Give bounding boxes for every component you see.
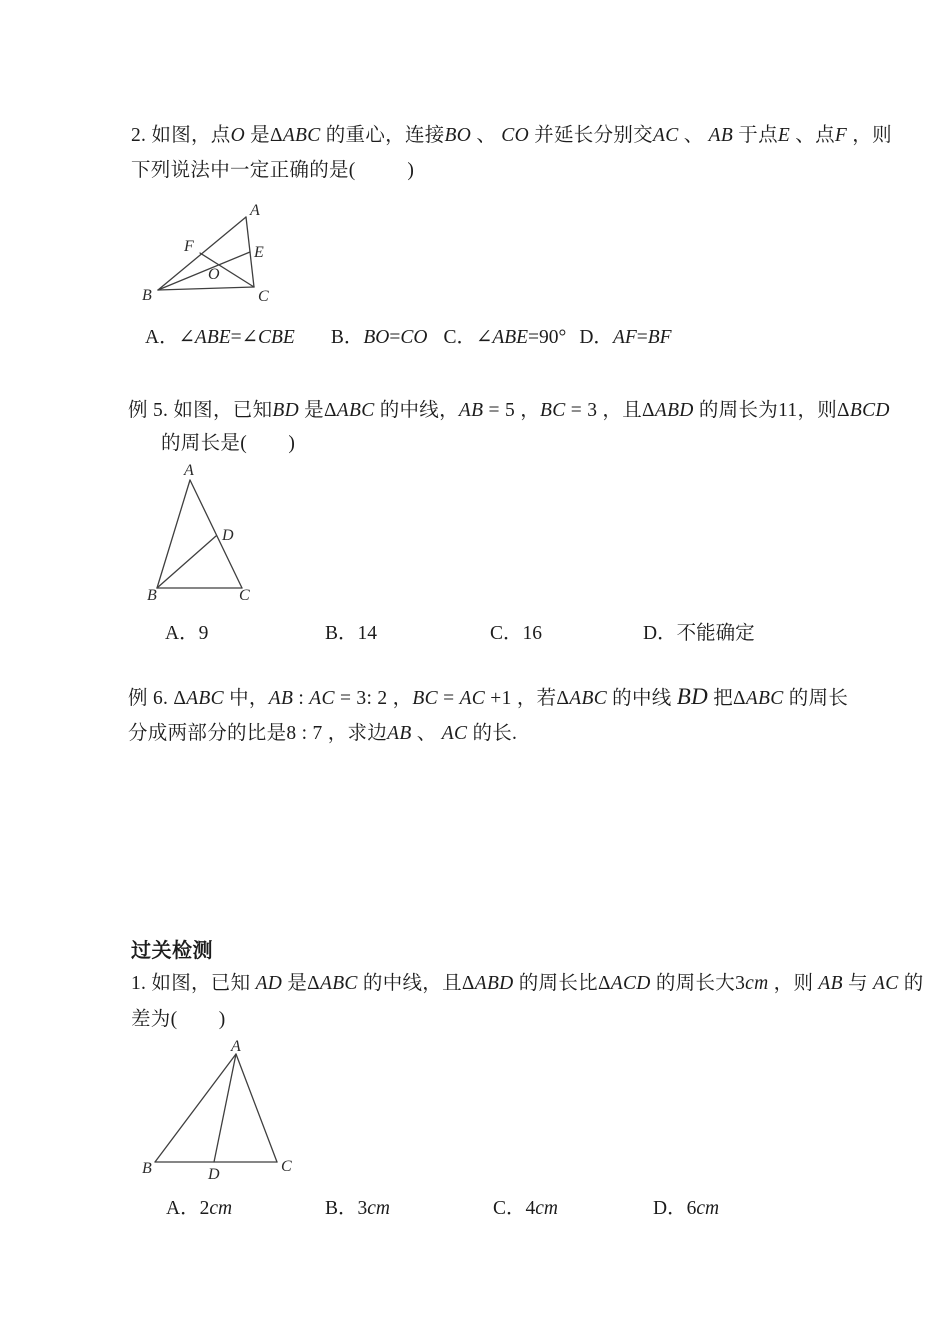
fig1-label-A: A — [250, 202, 260, 219]
fig1-label-E: E — [254, 244, 264, 261]
test1-text-line1: 1. 如图，已知 AD 是ΔABC 的中线，且ΔABD 的周长比ΔACD 的周长大3cm ，则 AB 与 AC 的 — [131, 973, 924, 994]
problem2-text-line2: 下列说法中一定正确的是( ) — [131, 160, 415, 181]
fig3-label-B: B — [142, 1160, 152, 1177]
fig2-label-C: C — [239, 587, 250, 604]
fig3-label-D: D — [208, 1166, 220, 1182]
fig2-side-AC — [190, 480, 242, 588]
example5-option-d: D．不能确定 — [643, 623, 755, 644]
example5-options-row — [165, 621, 865, 647]
fig1-label-B: B — [142, 287, 152, 304]
problem2-figure-triangle-centroid — [138, 197, 308, 312]
fig1-label-O: O — [208, 266, 220, 283]
fig3-side-AC — [236, 1054, 277, 1162]
example5-option-b: B．14 — [325, 623, 378, 644]
fig1-label-F: F — [184, 238, 194, 255]
test1-text-line2: 差为( ) — [131, 1009, 226, 1030]
test1-option-b: B．3cm — [325, 1198, 391, 1219]
example5-option-c: C．16 — [490, 623, 543, 644]
test1-option-d: D．6cm — [653, 1198, 720, 1219]
problem2-option-c: C．∠ABE=90° — [443, 327, 567, 348]
problem2-options-row — [145, 325, 672, 351]
problem2-option-b: B．BO=CO — [330, 327, 428, 348]
fig3-label-C: C — [281, 1158, 292, 1175]
fig1-label-C: C — [258, 288, 269, 305]
problem2-text-line1: 2. 如图，点O 是ΔABC 的重心，连接BO 、 CO 并延长分别交AC 、 AB 于点E 、点F ，则 — [131, 125, 892, 146]
fig1-cevian-BE — [158, 252, 250, 290]
fig3-label-A: A — [231, 1040, 241, 1055]
example5-figure-triangle-median — [147, 462, 257, 604]
test1-figure-triangle-median — [140, 1040, 295, 1182]
fig2-label-B: B — [147, 587, 157, 604]
fig3-median-AD — [214, 1054, 236, 1162]
example6-text-line1: 例 6. ΔABC 中，AB : AC = 3: 2 ，BC = AC +1 ，若ΔABC 的中线 BD 把ΔABC 的周长 — [128, 684, 849, 709]
example5-text-line2: 的周长是( ) — [161, 433, 296, 454]
section-heading-checkpoint: 过关检测 — [131, 940, 213, 962]
fig1-side-BC — [158, 287, 254, 290]
example5-option-a: A．9 — [165, 623, 209, 644]
example5-text-line1: 例 5. 如图，已知BD 是ΔABC 的中线，AB = 5 ，BC = 3 ，且ΔABD 的周长为11，则ΔBCD — [128, 400, 890, 421]
fig2-label-D: D — [222, 527, 234, 544]
example6-text-line2: 分成两部分的比是8 : 7 ，求边AB 、 AC 的长. — [128, 723, 518, 744]
test1-option-c: C．4cm — [493, 1198, 559, 1219]
fig2-side-AB — [157, 480, 190, 588]
fig2-label-A: A — [184, 462, 194, 479]
problem2-option-d: D．AF=BF — [579, 327, 672, 348]
test1-option-a: A．2cm — [166, 1198, 233, 1219]
fig2-median-BD — [157, 536, 216, 588]
problem2-option-a: A．∠ABE=∠CBE — [145, 327, 295, 348]
test1-options-row — [166, 1196, 866, 1222]
fig3-side-AB — [155, 1054, 236, 1162]
